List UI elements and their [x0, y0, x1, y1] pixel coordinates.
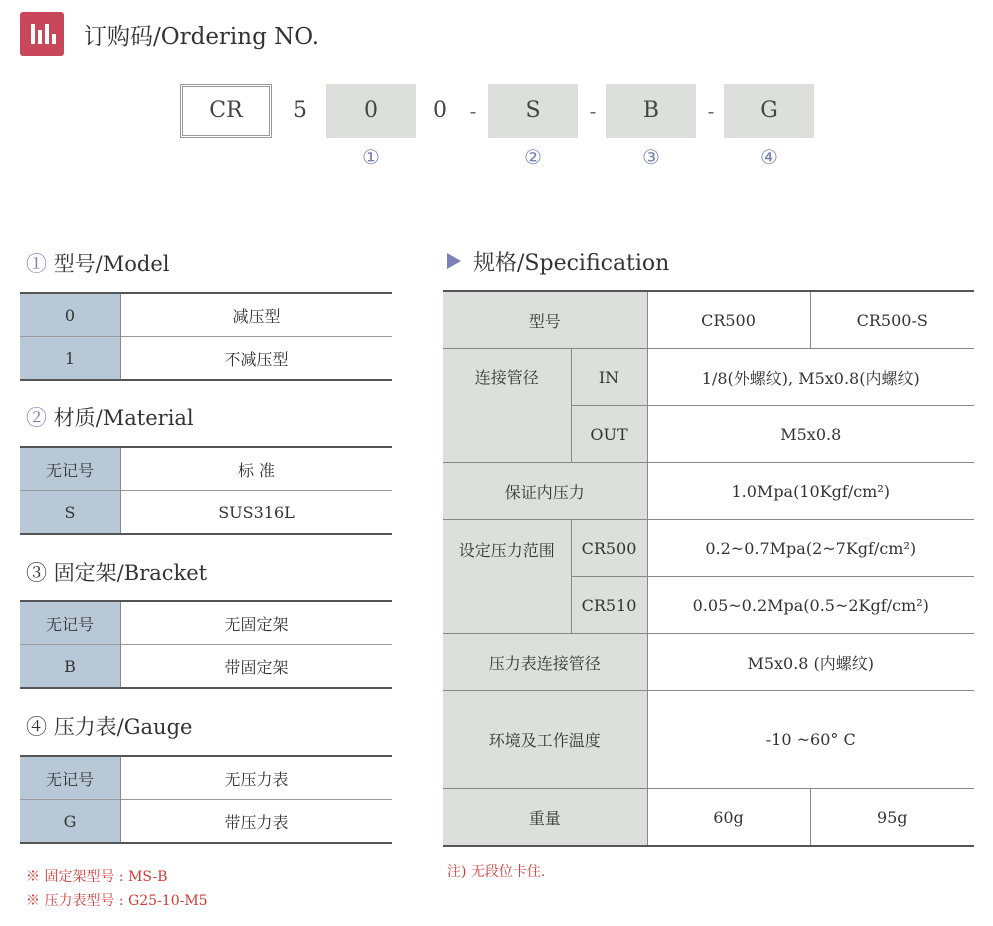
option-code: 1 — [20, 337, 121, 381]
spec-model: CR500 — [647, 291, 810, 349]
table-row — [20, 800, 392, 844]
table-row — [443, 463, 974, 520]
table-row — [20, 337, 392, 381]
section-title: 压力表/Gauge — [53, 715, 193, 739]
logo-icon — [20, 12, 64, 56]
spec-label: 环境及工作温度 — [443, 691, 647, 789]
material-table — [20, 446, 392, 535]
code-segment-zero: 0 — [433, 98, 447, 123]
gauge-table — [20, 755, 392, 844]
spec-value: 0.05~0.2Mpa(0.5~2Kgf/cm²) — [647, 577, 974, 634]
code-segment-material: S — [488, 84, 578, 138]
spec-sublabel: CR510 — [571, 577, 647, 634]
table-row — [20, 293, 392, 337]
code-dash: - — [589, 99, 597, 123]
spec-title: 规格/Specification — [473, 251, 670, 276]
spec-table — [443, 290, 974, 847]
section-material-heading — [26, 402, 194, 432]
option-code: 0 — [20, 293, 121, 337]
section-number: ② — [26, 406, 47, 430]
section-title: 型号/Model — [53, 252, 170, 276]
option-code: B — [20, 645, 121, 689]
spec-label: 保证内压力 — [443, 463, 647, 520]
option-code: 无记号 — [20, 601, 121, 645]
bracket-table — [20, 600, 392, 689]
code-segment-series: CR — [180, 84, 272, 138]
spec-value: M5x0.8 (内螺纹) — [647, 634, 974, 691]
spec-value: 0.2~0.7Mpa(2~7Kgf/cm²) — [647, 520, 974, 577]
spec-note: 注) 无段位卡住. — [447, 864, 546, 880]
spec-value: -10 ~60° C — [647, 691, 974, 789]
spec-model: CR500-S — [810, 291, 974, 349]
option-desc: 无压力表 — [224, 769, 289, 789]
spec-sublabel: IN — [571, 349, 647, 406]
table-row — [443, 520, 974, 577]
code-dash: - — [707, 99, 715, 123]
spec-label: 型号 — [443, 291, 647, 349]
page-title: 订购码/Ordering NO. — [84, 24, 320, 50]
spec-value: 1/8(外螺纹), M5x0.8(内螺纹) — [647, 349, 974, 406]
spec-sublabel: CR500 — [571, 520, 647, 577]
code-segment-bracket: B — [606, 84, 696, 138]
triangle-right-icon — [447, 253, 461, 269]
code-segment-gauge: G — [724, 84, 814, 138]
marker-4: ④ — [760, 145, 778, 169]
spec-value: 1.0Mpa(10Kgf/cm²) — [647, 463, 974, 520]
table-row — [20, 756, 392, 800]
table-row — [20, 601, 392, 645]
section-number: ① — [26, 252, 47, 276]
spec-label: 连接管径 — [443, 349, 571, 463]
section-title: 材质/Material — [53, 406, 194, 430]
note-bracket-model: ※ 固定架型号 : MS-B — [26, 869, 168, 885]
spec-label: 压力表连接管径 — [443, 634, 647, 691]
section-gauge-heading — [26, 711, 192, 741]
option-code: 无记号 — [20, 756, 121, 800]
spec-sublabel: OUT — [571, 406, 647, 463]
spec-value: 95g — [810, 789, 974, 847]
option-desc: 标 准 — [237, 460, 276, 480]
option-code: S — [20, 491, 121, 535]
marker-3: ③ — [642, 145, 660, 169]
section-number: ③ — [26, 561, 47, 585]
marker-1: ① — [362, 145, 380, 169]
code-segment-size: 5 — [293, 98, 307, 123]
option-desc: 带固定架 — [121, 645, 393, 689]
model-table — [20, 292, 392, 381]
table-row — [443, 789, 974, 847]
option-desc: 带压力表 — [121, 800, 393, 844]
table-row — [443, 349, 974, 406]
spec-heading — [447, 246, 669, 277]
option-desc: SUS316L — [121, 491, 393, 535]
option-code: 无记号 — [20, 447, 121, 491]
spec-value: M5x0.8 — [647, 406, 974, 463]
section-model-heading — [26, 248, 170, 278]
note-gauge-model: ※ 压力表型号 : G25-10-M5 — [26, 893, 208, 909]
table-row — [443, 691, 974, 789]
section-title: 固定架/Bracket — [53, 561, 208, 585]
marker-2: ② — [524, 145, 542, 169]
spec-label: 设定压力范围 — [443, 520, 571, 634]
option-desc: 不减压型 — [121, 337, 393, 381]
table-row — [20, 447, 392, 491]
table-row — [20, 645, 392, 689]
table-row — [20, 491, 392, 535]
table-row — [443, 291, 974, 349]
table-row — [443, 634, 974, 691]
option-code: G — [20, 800, 121, 844]
option-desc: 减压型 — [232, 306, 281, 326]
code-dash: - — [469, 99, 477, 123]
spec-value: 60g — [647, 789, 810, 847]
code-segment-model: 0 — [326, 84, 416, 138]
spec-label: 重量 — [443, 789, 647, 847]
section-number: ④ — [26, 715, 47, 739]
option-desc: 无固定架 — [224, 614, 289, 634]
section-bracket-heading — [26, 557, 207, 587]
